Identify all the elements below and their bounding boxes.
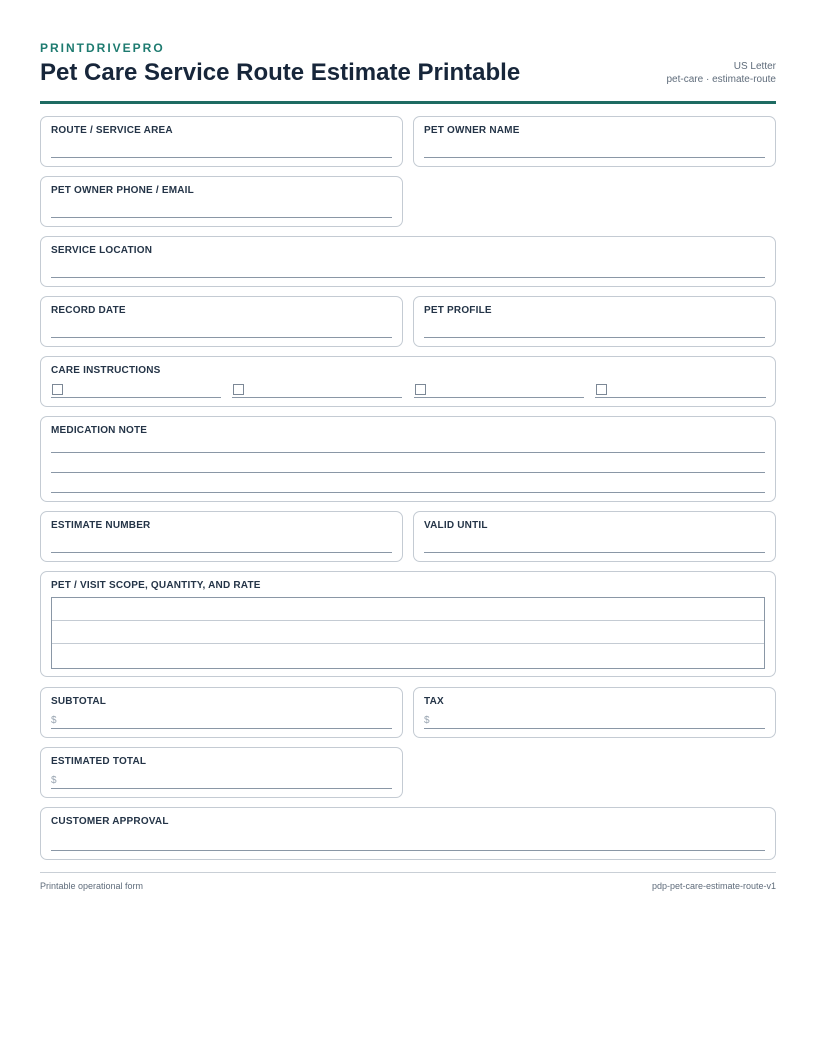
care-instruction-checkbox[interactable]: [52, 384, 63, 395]
medication-note-line[interactable]: [51, 472, 765, 473]
record-date-line[interactable]: [51, 337, 392, 338]
customer-approval-label: CUSTOMER APPROVAL: [51, 816, 169, 827]
pet-owner-phone-email-line[interactable]: [51, 217, 392, 218]
pet-profile-label: PET PROFILE: [424, 305, 492, 316]
scope-table-label: PET / VISIT SCOPE, QUANTITY, AND RATE: [51, 580, 261, 591]
currency-prefix: $: [51, 715, 57, 726]
care-instructions-field: [40, 356, 776, 407]
medication-note-line[interactable]: [51, 492, 765, 493]
record-date-label: RECORD DATE: [51, 305, 126, 316]
table-row[interactable]: [52, 644, 764, 667]
estimate-number-line[interactable]: [51, 552, 392, 553]
footer-left-text: Printable operational form: [40, 881, 144, 891]
estimate-number-field[interactable]: [40, 511, 403, 562]
currency-prefix: $: [424, 715, 430, 726]
pet-owner-phone-email-label: PET OWNER PHONE / EMAIL: [51, 185, 194, 196]
care-instruction-checkbox[interactable]: [233, 384, 244, 395]
care-instruction-line[interactable]: [232, 397, 402, 398]
form-tags: pet-care · estimate-route: [666, 74, 776, 85]
customer-approval-field[interactable]: [40, 807, 776, 860]
pet-owner-name-line[interactable]: [424, 157, 765, 158]
pet-profile-line[interactable]: [424, 337, 765, 338]
subtotal-line[interactable]: [51, 728, 392, 729]
care-instruction-line[interactable]: [595, 397, 766, 398]
table-row[interactable]: [52, 621, 764, 644]
care-instruction-checkbox[interactable]: [596, 384, 607, 395]
table-row[interactable]: [52, 598, 764, 621]
medication-note-label: MEDICATION NOTE: [51, 425, 148, 436]
estimated-total-label: ESTIMATED TOTAL: [51, 756, 147, 767]
tax-line[interactable]: [424, 728, 765, 729]
service-location-label: SERVICE LOCATION: [51, 245, 153, 256]
pet-profile-field[interactable]: [413, 296, 776, 347]
service-location-line[interactable]: [51, 277, 765, 278]
subtotal-label: SUBTOTAL: [51, 696, 107, 707]
subtotal-field[interactable]: [40, 687, 403, 738]
tax-label: TAX: [424, 696, 444, 707]
medication-note-line[interactable]: [51, 452, 765, 453]
form-header: [40, 0, 776, 104]
care-instruction-line[interactable]: [414, 397, 584, 398]
route-service-area-line[interactable]: [51, 157, 392, 158]
care-instruction-line[interactable]: [51, 397, 221, 398]
pet-owner-name-label: PET OWNER NAME: [424, 125, 520, 136]
tax-field[interactable]: [413, 687, 776, 738]
pet-owner-phone-email-field[interactable]: [40, 176, 403, 227]
form-meta: [667, 60, 777, 86]
form-page: [40, 0, 776, 891]
footer-divider: [40, 872, 776, 873]
medication-note-field[interactable]: [40, 416, 776, 502]
valid-until-label: VALID UNTIL: [424, 520, 488, 531]
service-location-field[interactable]: [40, 236, 776, 287]
paper-size-label: US Letter: [733, 61, 776, 72]
route-service-area-field[interactable]: [40, 116, 403, 167]
scope-table-field: [40, 571, 776, 677]
route-service-area-label: ROUTE / SERVICE AREA: [51, 125, 173, 136]
customer-approval-line[interactable]: [51, 850, 765, 851]
scope-table: [51, 597, 765, 669]
brand-name: PRINTDRIVEPRO: [40, 41, 165, 55]
care-instructions-label: CARE INSTRUCTIONS: [51, 365, 161, 376]
record-date-field[interactable]: [40, 296, 403, 347]
estimate-number-label: ESTIMATE NUMBER: [51, 520, 151, 531]
pet-owner-name-field[interactable]: [413, 116, 776, 167]
footer-form-id: pdp-pet-care-estimate-route-v1: [651, 881, 776, 891]
estimated-total-field[interactable]: [40, 747, 403, 798]
estimated-total-line[interactable]: [51, 788, 392, 789]
currency-prefix: $: [51, 775, 57, 786]
form-title: Pet Care Service Route Estimate Printable: [40, 59, 521, 86]
valid-until-line[interactable]: [424, 552, 765, 553]
valid-until-field[interactable]: [413, 511, 776, 562]
care-instruction-checkbox[interactable]: [415, 384, 426, 395]
